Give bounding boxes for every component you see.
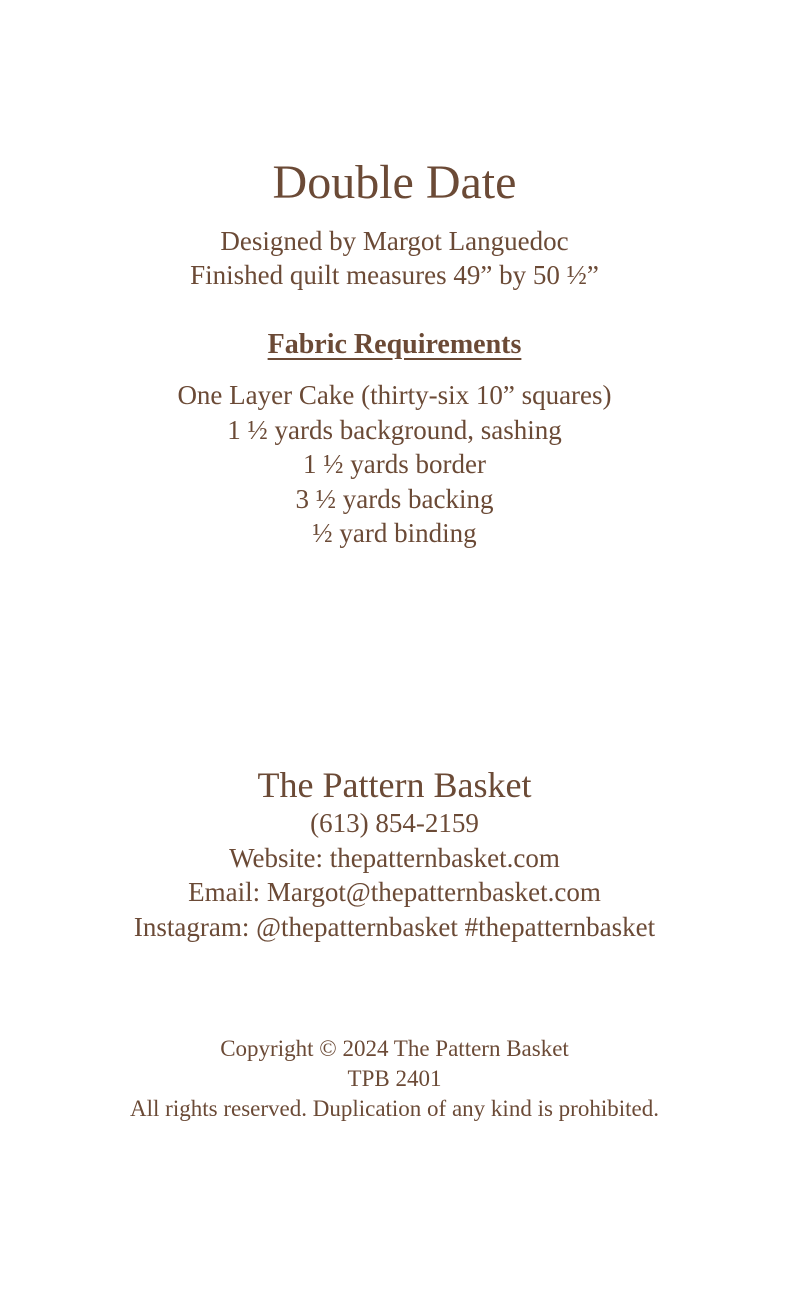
phone-number: (613) 854-2159 [310, 808, 479, 838]
fabric-item: 1 ½ yards border [303, 449, 486, 479]
email-link[interactable]: Email: Margot@thepatternbasket.com [188, 877, 601, 907]
instagram-handle[interactable]: Instagram: @thepatternbasket #thepatternbasket [133, 911, 656, 942]
fabric-requirements-list [0, 378, 789, 551]
fabric-item: ½ yard binding [312, 518, 477, 548]
finished-size: Finished quilt measures 49” by 50 ½” [190, 260, 599, 290]
fabric-requirements-heading: Fabric Requirements [267, 329, 522, 360]
fabric-item: 3 ½ yards backing [295, 483, 494, 514]
company-name: The Pattern Basket [257, 765, 532, 805]
rights-notice: All rights reserved. Duplication of any kind is prohibited. [130, 1096, 659, 1121]
fabric-item: 1 ½ yards background, sashing [227, 414, 562, 445]
pattern-code: TPB 2401 [347, 1066, 442, 1091]
footer-section [0, 1034, 789, 1124]
pattern-title: Double Date [272, 156, 517, 209]
contact-details [0, 806, 789, 944]
contact-section [0, 764, 789, 806]
designer-credit: Designed by Margot Languedoc [220, 226, 569, 256]
website-link[interactable]: Website: thepatternbasket.com [229, 842, 560, 873]
copyright-notice: Copyright © 2024 The Pattern Basket [220, 1036, 569, 1061]
header-section [0, 155, 789, 211]
designer-section [0, 224, 789, 292]
fabric-item: One Layer Cake (thirty-six 10” squares) [177, 380, 612, 410]
fabric-requirements-section [0, 327, 789, 363]
